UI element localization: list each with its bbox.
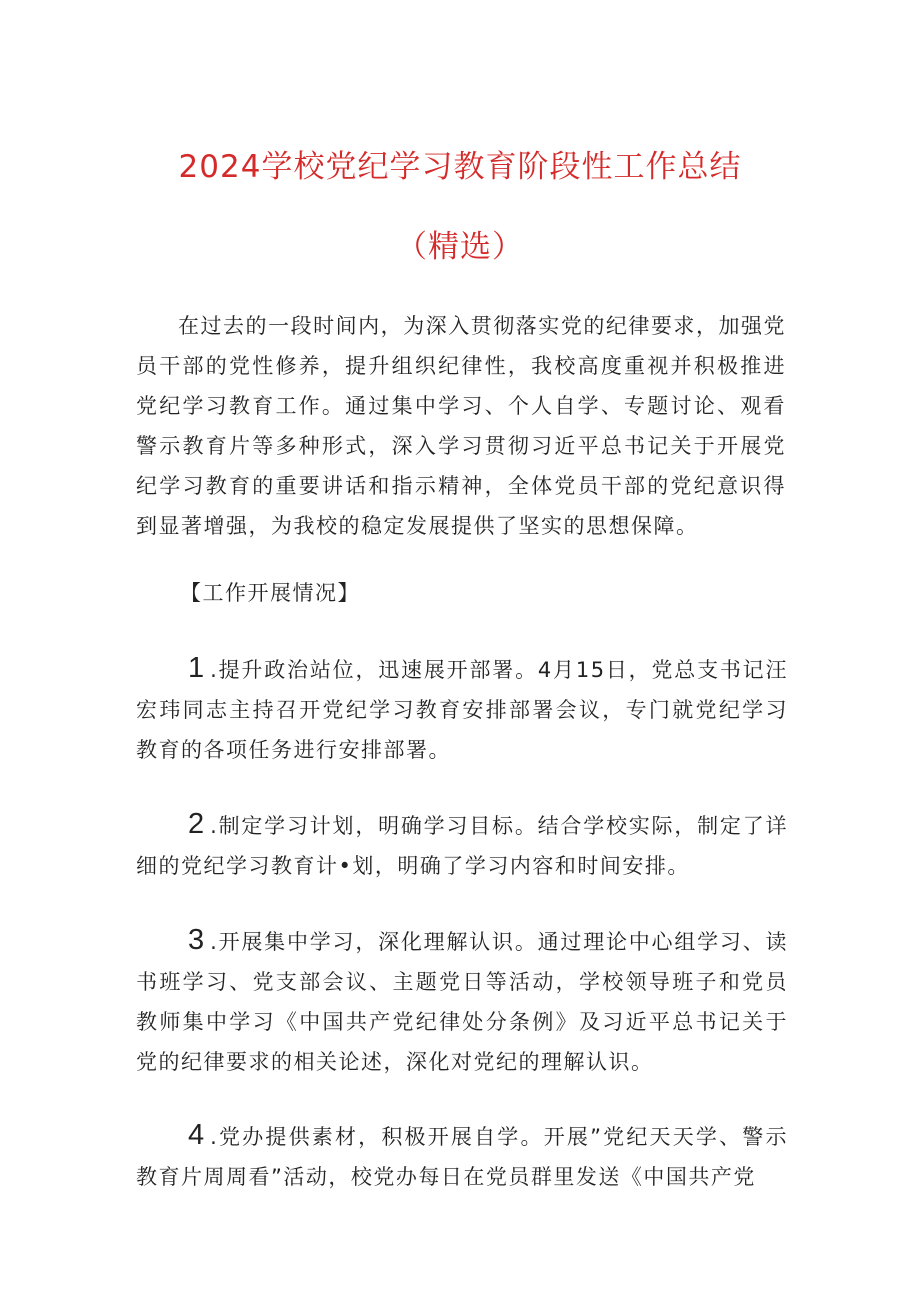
list-item-4 xyxy=(136,1115,788,1197)
list-item-text: .提升政治站位，迅速展开部署。4月15日，党总支书记汪宏玮同志主持召开党纪学习教育安排部署会议，专门就党纪学习教育的各项任务进行安排部署。 xyxy=(136,658,788,762)
intro-paragraph: 在过去的一段时间内，为深入贯彻落实党的纪律要求，加强党员干部的党性修养，提升组织纪律性，我校高度重视并积极推进党纪学习教育工作。通过集中学习、个人自学、专题讨论、观看警示教育片等多种形式，深入学习贯彻习近平总书记关于开展党纪学习教育的重要讲话和指示精神，全体党员干部的党纪意识得到显著增强，为我校的稳定发展提供了坚实的思想保障。 xyxy=(136,314,786,538)
list-item-text: .制定学习计划，明确学习目标。结合学校实际，制定了详细的党纪学习教育计•划，明确了学习内容和时间安排。 xyxy=(136,814,788,878)
list-item-number: 4 xyxy=(188,1119,205,1151)
list-item-number: 3 xyxy=(188,924,205,956)
list-item-2 xyxy=(136,804,788,886)
list-item-3 xyxy=(136,920,788,1082)
list-item-text: .开展集中学习，深化理解认识。通过理论中心组学习、读书班学习、党支部会议、主题党日等活动，学校领导班子和党员教师集中学习《中国共产党纪律处分条例》及习近平总书记关于党的纪律要求的相关论述，深化对党纪的理解认识。 xyxy=(136,930,788,1074)
document-title: 2024学校党纪学习教育阶段性工作总结 xyxy=(178,149,742,185)
list-item-1 xyxy=(136,648,788,770)
list-item-number: 1 xyxy=(188,652,205,684)
list-item-number: 2 xyxy=(188,808,205,840)
document-subtitle: （精选） xyxy=(396,229,524,265)
list-item-text: .党办提供素材，积极开展自学。开展”党纪天天学、警示教育片周周看”活动，校党办每日在党员群里发送《中国共产党 xyxy=(136,1125,788,1189)
section-heading: 【工作开展情况】 xyxy=(180,581,360,605)
